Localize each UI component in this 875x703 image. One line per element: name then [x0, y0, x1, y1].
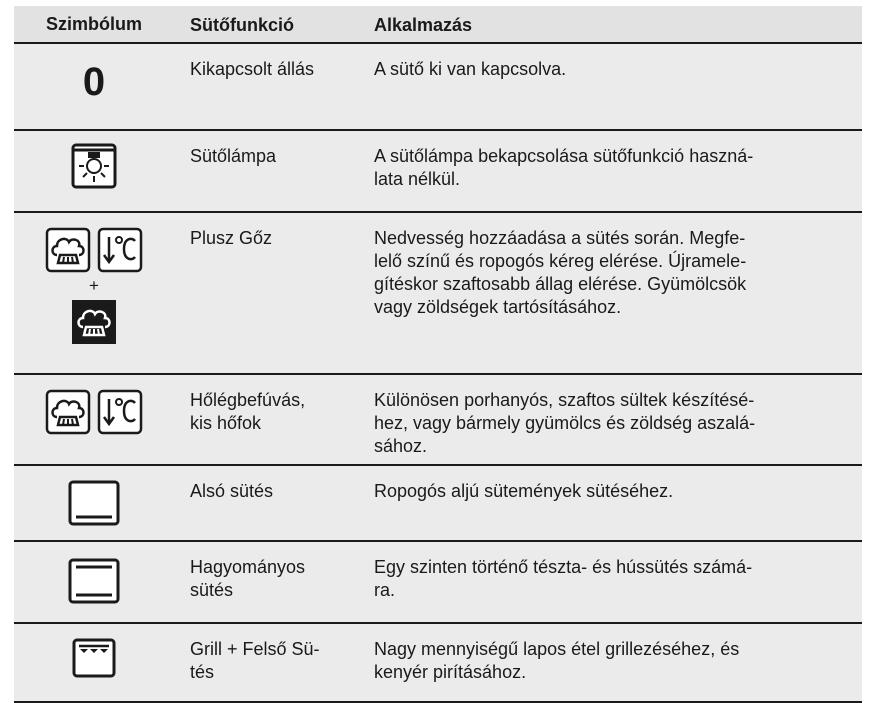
- symbol-cell: [14, 131, 174, 211]
- table-row: [14, 213, 862, 375]
- application-cell: Különösen porhanyós, szaftos sültek készítésé- hez, vagy bármely gyümölcs és zöldség aszalá- sához.: [374, 390, 756, 456]
- table-row: [14, 542, 862, 624]
- header-application: Alkalmazás: [374, 15, 473, 35]
- function-cell: Plusz Gőz: [190, 228, 273, 248]
- function-cell: Alsó sütés: [190, 481, 274, 501]
- grill-top-heat-icon: [72, 638, 116, 678]
- function-cell: Hagyományos sütés: [190, 557, 306, 600]
- low-temp-icon: [97, 227, 143, 273]
- table-row: [14, 131, 862, 213]
- fan-steam-icon: [45, 389, 91, 435]
- application-cell: Nagy mennyiségű lapos étel grillezéséhez, és kenyér pirításához.: [374, 639, 740, 682]
- bottom-heat-icon: [68, 480, 120, 526]
- oven-lamp-icon: [71, 143, 117, 189]
- low-temp-icon: [97, 389, 143, 435]
- header-symbol: Szimbólum: [45, 14, 142, 34]
- oven-functions-table: [14, 6, 862, 703]
- function-cell: Grill + Felső Sü- tés: [190, 639, 320, 682]
- application-cell: Ropogós aljú sütemények sütéséhez.: [374, 481, 674, 501]
- off-symbol: 0: [82, 60, 106, 104]
- function-cell: Hőlégbefúvás, kis hőfok: [190, 390, 306, 433]
- symbol-cell: [14, 375, 174, 464]
- application-cell: Egy szinten történő tészta- és hússütés számá- ra.: [374, 557, 753, 600]
- symbol-cell: [14, 213, 174, 373]
- table-row: [14, 375, 862, 466]
- symbol-cell: [14, 624, 174, 701]
- symbol-cell: [14, 44, 174, 129]
- function-cell: Kikapcsolt állás: [190, 59, 315, 79]
- top-bottom-heat-icon: [68, 558, 120, 604]
- symbol-cell: [14, 542, 174, 622]
- header-function: Sütőfunkció: [190, 15, 294, 35]
- steam-filled-icon: [71, 299, 117, 345]
- function-cell: Sütőlámpa: [190, 146, 277, 166]
- fan-steam-icon: [45, 227, 91, 273]
- application-cell: A sütő ki van kapcsolva.: [374, 59, 567, 79]
- table-row: [14, 44, 862, 131]
- symbol-cell: [14, 466, 174, 540]
- application-cell: Nedvesség hozzáadása a sütés során. Megfe- lelő színű és ropogós kéreg elérése. Újramele- gítéskor szaftosabb állag elérése. Gyümölcsök vagy zöldségek tartósításához.: [374, 228, 747, 317]
- plus-sign: +: [89, 276, 99, 295]
- table-row: [14, 466, 862, 542]
- application-cell: A sütőlámpa bekapcsolása sütőfunkció haszná- lata nélkül.: [374, 146, 754, 189]
- table-row: [14, 624, 862, 703]
- table-header: [14, 6, 862, 44]
